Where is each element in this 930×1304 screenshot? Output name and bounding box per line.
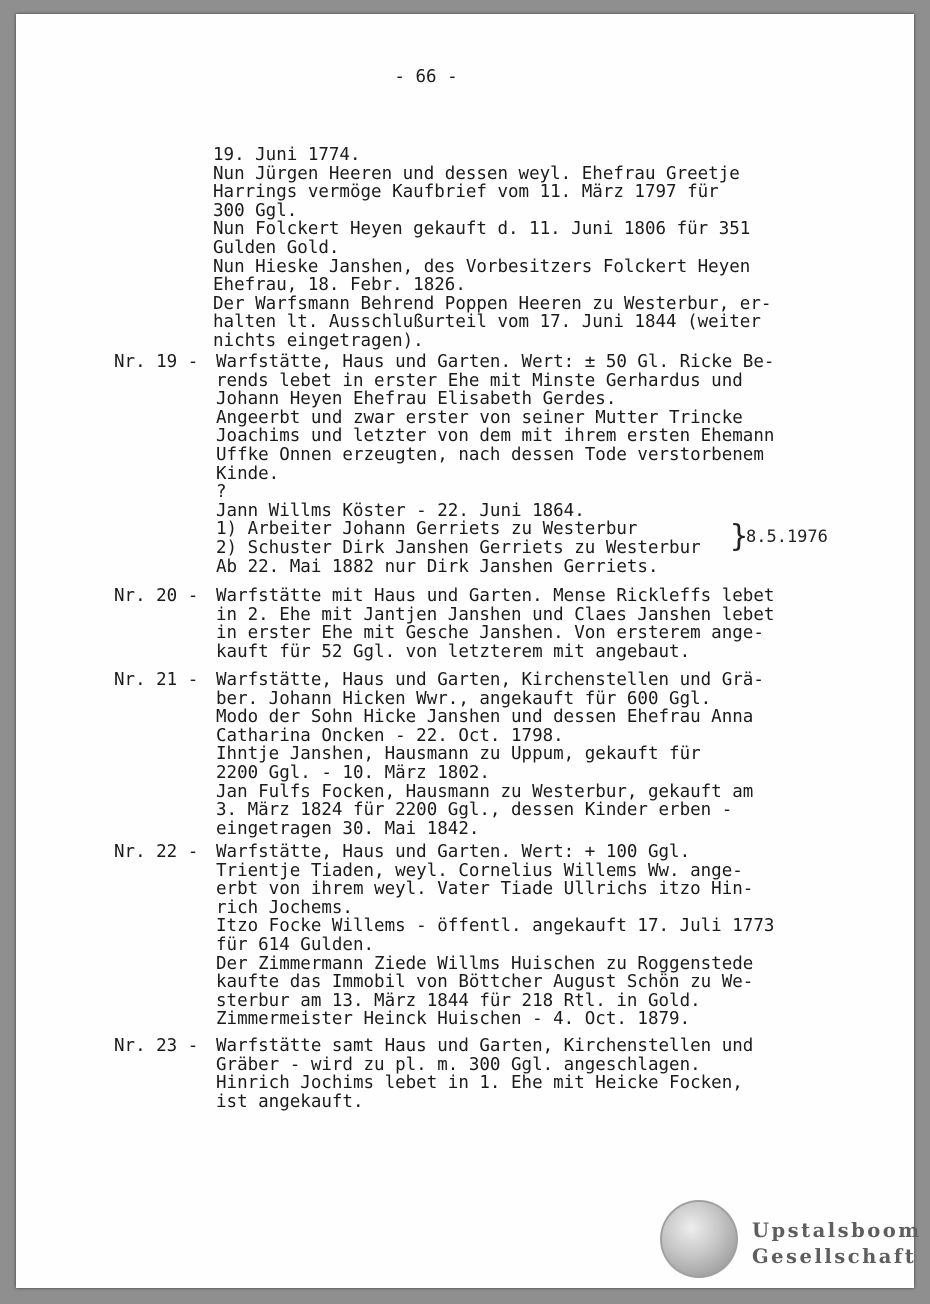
text-line: 3. März 1824 für 2200 Ggl., dessen Kinder erben -: [216, 800, 733, 821]
text-line: Gulden Gold.: [213, 237, 340, 258]
text-line: Nun Folckert Heyen gekauft d. 11. Juni 1806 für 351: [213, 219, 751, 240]
text-line: Gräber - wird zu pl. m. 300 Ggl. angeschlagen.: [216, 1054, 701, 1075]
text-line: Nun Hieske Janshen, des Vorbesitzers Folckert Heyen: [213, 256, 751, 277]
side-note-date: 8.5.1976: [746, 527, 828, 548]
text-line: nichts eingetragen).: [213, 330, 424, 351]
text-line: halten lt. Ausschlußurteil vom 17. Juni 1844 (weiter: [213, 312, 761, 333]
text-line: Johann Heyen Ehefrau Elisabeth Gerdes.: [216, 389, 617, 410]
text-line: Nun Jürgen Heeren und dessen weyl. Ehefrau Greetje: [213, 163, 740, 184]
document-page: [16, 14, 922, 1288]
text-line: ber. Johann Hicken Wwr., angekauft für 600 Ggl.: [216, 688, 712, 709]
text-line: für 614 Gulden.: [216, 934, 375, 955]
society-seal-logo: [660, 1200, 738, 1278]
text-line: 2200 Ggl. - 10. März 1802.: [216, 762, 490, 783]
text-line: rends lebet in erster Ehe mit Minste Gerhardus und: [216, 370, 743, 391]
entry-text: [216, 843, 774, 1029]
text-line: Warfstätte, Haus und Garten. Wert: ± 50 Gl. Ricke Be-: [216, 352, 775, 372]
text-line: ?: [216, 482, 227, 503]
entry-text: [216, 1037, 753, 1111]
entry-number: Nr. 23 -: [114, 1036, 199, 1056]
entry-number: Nr. 20 -: [114, 586, 199, 606]
text-line: 300 Ggl.: [213, 200, 298, 221]
text-line: Ab 22. Mai 1882 nur Dirk Janshen Gerriets.: [216, 556, 659, 577]
text-line: Der Zimmermann Ziede Willms Huischen zu Roggenstede: [216, 953, 754, 974]
society-name-line-1: Upstalsboom: [752, 1219, 922, 1242]
text-line: Kinde.: [216, 463, 280, 484]
text-line: Itzo Focke Willems - öffentl. angekauft 17. Juli 1773: [216, 916, 775, 937]
text-line: sterbur am 13. März 1844 für 218 Rtl. in Gold.: [216, 990, 701, 1011]
entry-number: Nr. 21 -: [114, 670, 199, 690]
text-line: in erster Ehe mit Gesche Janshen. Von ersterem ange-: [216, 623, 764, 644]
text-line: Trientje Tiaden, weyl. Cornelius Willems Ww. ange-: [216, 860, 743, 881]
entry-text: [216, 671, 764, 838]
text-line: rich Jochems.: [216, 897, 353, 918]
text-line: Modo der Sohn Hicke Janshen und dessen Ehefrau Anna: [216, 707, 754, 728]
text-line: Jan Fulfs Focken, Hausmann zu Westerbur, gekauft am: [216, 781, 754, 802]
text-line: eingetragen 30. Mai 1842.: [216, 818, 480, 839]
text-line: Warfstätte, Haus und Garten. Wert: + 100 Ggl.: [216, 842, 691, 862]
society-name: [752, 1218, 921, 1270]
text-line: Zimmermeister Heinck Huischen - 4. Oct. 1879.: [216, 1009, 691, 1030]
text-line: Der Warfsmann Behrend Poppen Heeren zu Westerbur, er-: [213, 293, 772, 314]
page-number: - 66 -: [394, 67, 458, 87]
text-line: Uffke Onnen erzeugten, nach dessen Tode verstorbenem: [216, 444, 764, 465]
text-line: 1) Arbeiter Johann Gerriets zu Westerbur: [216, 519, 638, 540]
document-body: [16, 14, 917, 1288]
text-line: in 2. Ehe mit Jantjen Janshen und Claes Janshen lebet: [216, 604, 775, 625]
intro-section: [213, 146, 771, 351]
text-line: Ehefrau, 18. Febr. 1826.: [213, 275, 466, 296]
text-line: Angeerbt und zwar erster von seiner Mutter Trincke: [216, 407, 743, 428]
text-line: Warfstätte mit Haus und Garten. Mense Rickleffs lebet: [216, 586, 775, 606]
text-line: Warfstätte samt Haus und Garten, Kirchenstellen und: [216, 1036, 754, 1056]
text-line: Jann Willms Köster - 22. Juni 1864.: [216, 500, 585, 521]
text-line: Joachims und letzter von dem mit ihrem ersten Ehemann: [216, 426, 775, 447]
text-line: 2) Schuster Dirk Janshen Gerriets zu Westerbur: [216, 537, 701, 558]
text-line: Catharina Oncken - 22. Oct. 1798.: [216, 725, 564, 746]
brace-mark: }: [730, 519, 749, 555]
text-line: ist angekauft.: [216, 1091, 364, 1112]
text-line: Hinrich Jochims lebet in 1. Ehe mit Heicke Focken,: [216, 1073, 743, 1094]
text-line: Ihntje Janshen, Hausmann zu Uppum, gekauft für: [216, 744, 701, 765]
text-line: Harrings vermöge Kaufbrief vom 11. März 1797 für: [213, 182, 719, 203]
entry-number: Nr. 22 -: [114, 842, 199, 862]
society-name-line-2: Gesellschaft: [752, 1245, 917, 1268]
entry-number: Nr. 19 -: [114, 352, 199, 372]
text-line: kaufte das Immobil von Böttcher August Schön zu We-: [216, 972, 754, 993]
entry-text: [216, 587, 774, 661]
entry-text: [216, 353, 774, 576]
text-line: erbt von ihrem weyl. Vater Tiade Ullrichs itzo Hin-: [216, 879, 754, 900]
text-line: 19. Juni 1774.: [213, 145, 361, 165]
text-line: kauft für 52 Ggl. von letzterem mit angebaut.: [216, 641, 691, 662]
text-line: Warfstätte, Haus und Garten, Kirchenstellen und Grä-: [216, 670, 764, 690]
